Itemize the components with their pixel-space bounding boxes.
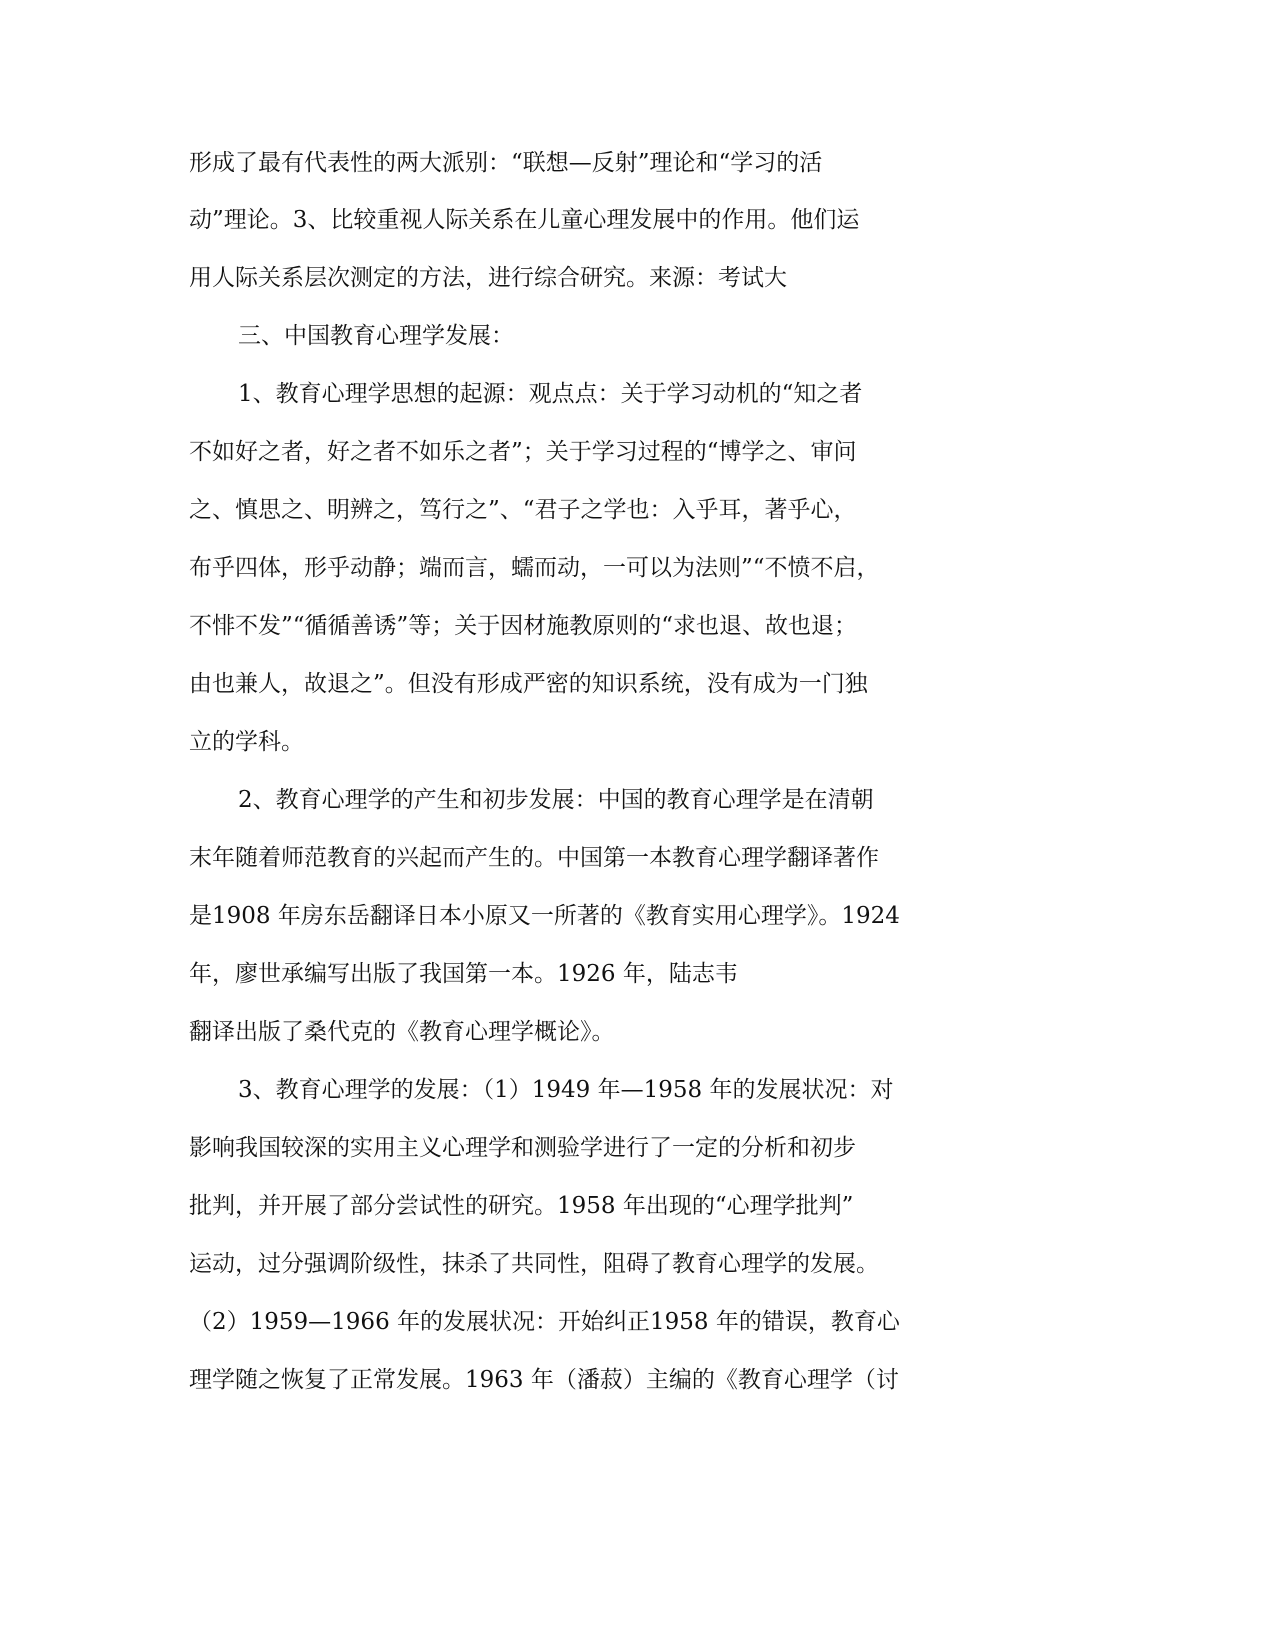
text-line: 由也兼人，故退之”。但没有形成严密的知识系统，没有成为一门独 — [189, 671, 868, 697]
text-line: 是1908 年房东岳翻译日本小原又一所著的《教育实用心理学》。1924 — [189, 903, 900, 929]
text-line: 不悱不发”“循循善诱”等；关于因材施教原则的“求也退、故也退； — [189, 613, 858, 639]
text-line: 翻译出版了桑代克的《教育心理学概论》。 — [189, 1019, 615, 1045]
text-line: 末年随着师范教育的兴起而产生的。中国第一本教育心理学翻译著作 — [189, 845, 879, 871]
text-line: 理学随之恢复了正常发展。1963 年（潘菽）主编的《教育心理学（讨 — [189, 1367, 899, 1393]
section-heading: 三、中国教育心理学发展： — [238, 323, 514, 349]
text-line: 之、慎思之、明辨之，笃行之”、“君子之学也：入乎耳，著乎心， — [189, 497, 857, 523]
text-line: 批判，并开展了部分尝试性的研究。1958 年出现的“心理学批判” — [189, 1193, 854, 1219]
text-line: 影响我国较深的实用主义心理学和测验学进行了一定的分析和初步 — [189, 1135, 856, 1161]
text-line: 布乎四体，形乎动静；端而言，蠕而动，一可以为法则”“不愤不启， — [189, 555, 880, 581]
text-line: 动”理论。3、比较重视人际关系在儿童心理发展中的作用。他们运 — [189, 207, 860, 233]
paragraph-start-line: 2、教育心理学的产生和初步发展：中国的教育心理学是在清朝 — [238, 787, 874, 813]
text-line: 用人际关系层次测定的方法，进行综合研究。来源：考试大 — [189, 265, 787, 291]
paragraph-start-line: 1、教育心理学思想的起源：观点点：关于学习动机的“知之者 — [238, 381, 863, 407]
text-line: 不如好之者，好之者不如乐之者”；关于学习过程的“博学之、审问 — [189, 439, 857, 465]
text-line: 形成了最有代表性的两大派别：“联想—反射”理论和“学习的活 — [189, 150, 823, 176]
paragraph-start-line: 3、教育心理学的发展：（1）1949 年—1958 年的发展状况：对 — [238, 1077, 894, 1103]
text-line: （2）1959—1966 年的发展状况：开始纠正1958 年的错误，教育心 — [189, 1309, 900, 1335]
text-line: 年，廖世承编写出版了我国第一本。1926 年，陆志韦 — [189, 961, 738, 987]
text-line: 运动，过分强调阶级性，抹杀了共同性，阻碍了教育心理学的发展。 — [189, 1251, 879, 1277]
text-line: 立的学科。 — [189, 729, 304, 755]
